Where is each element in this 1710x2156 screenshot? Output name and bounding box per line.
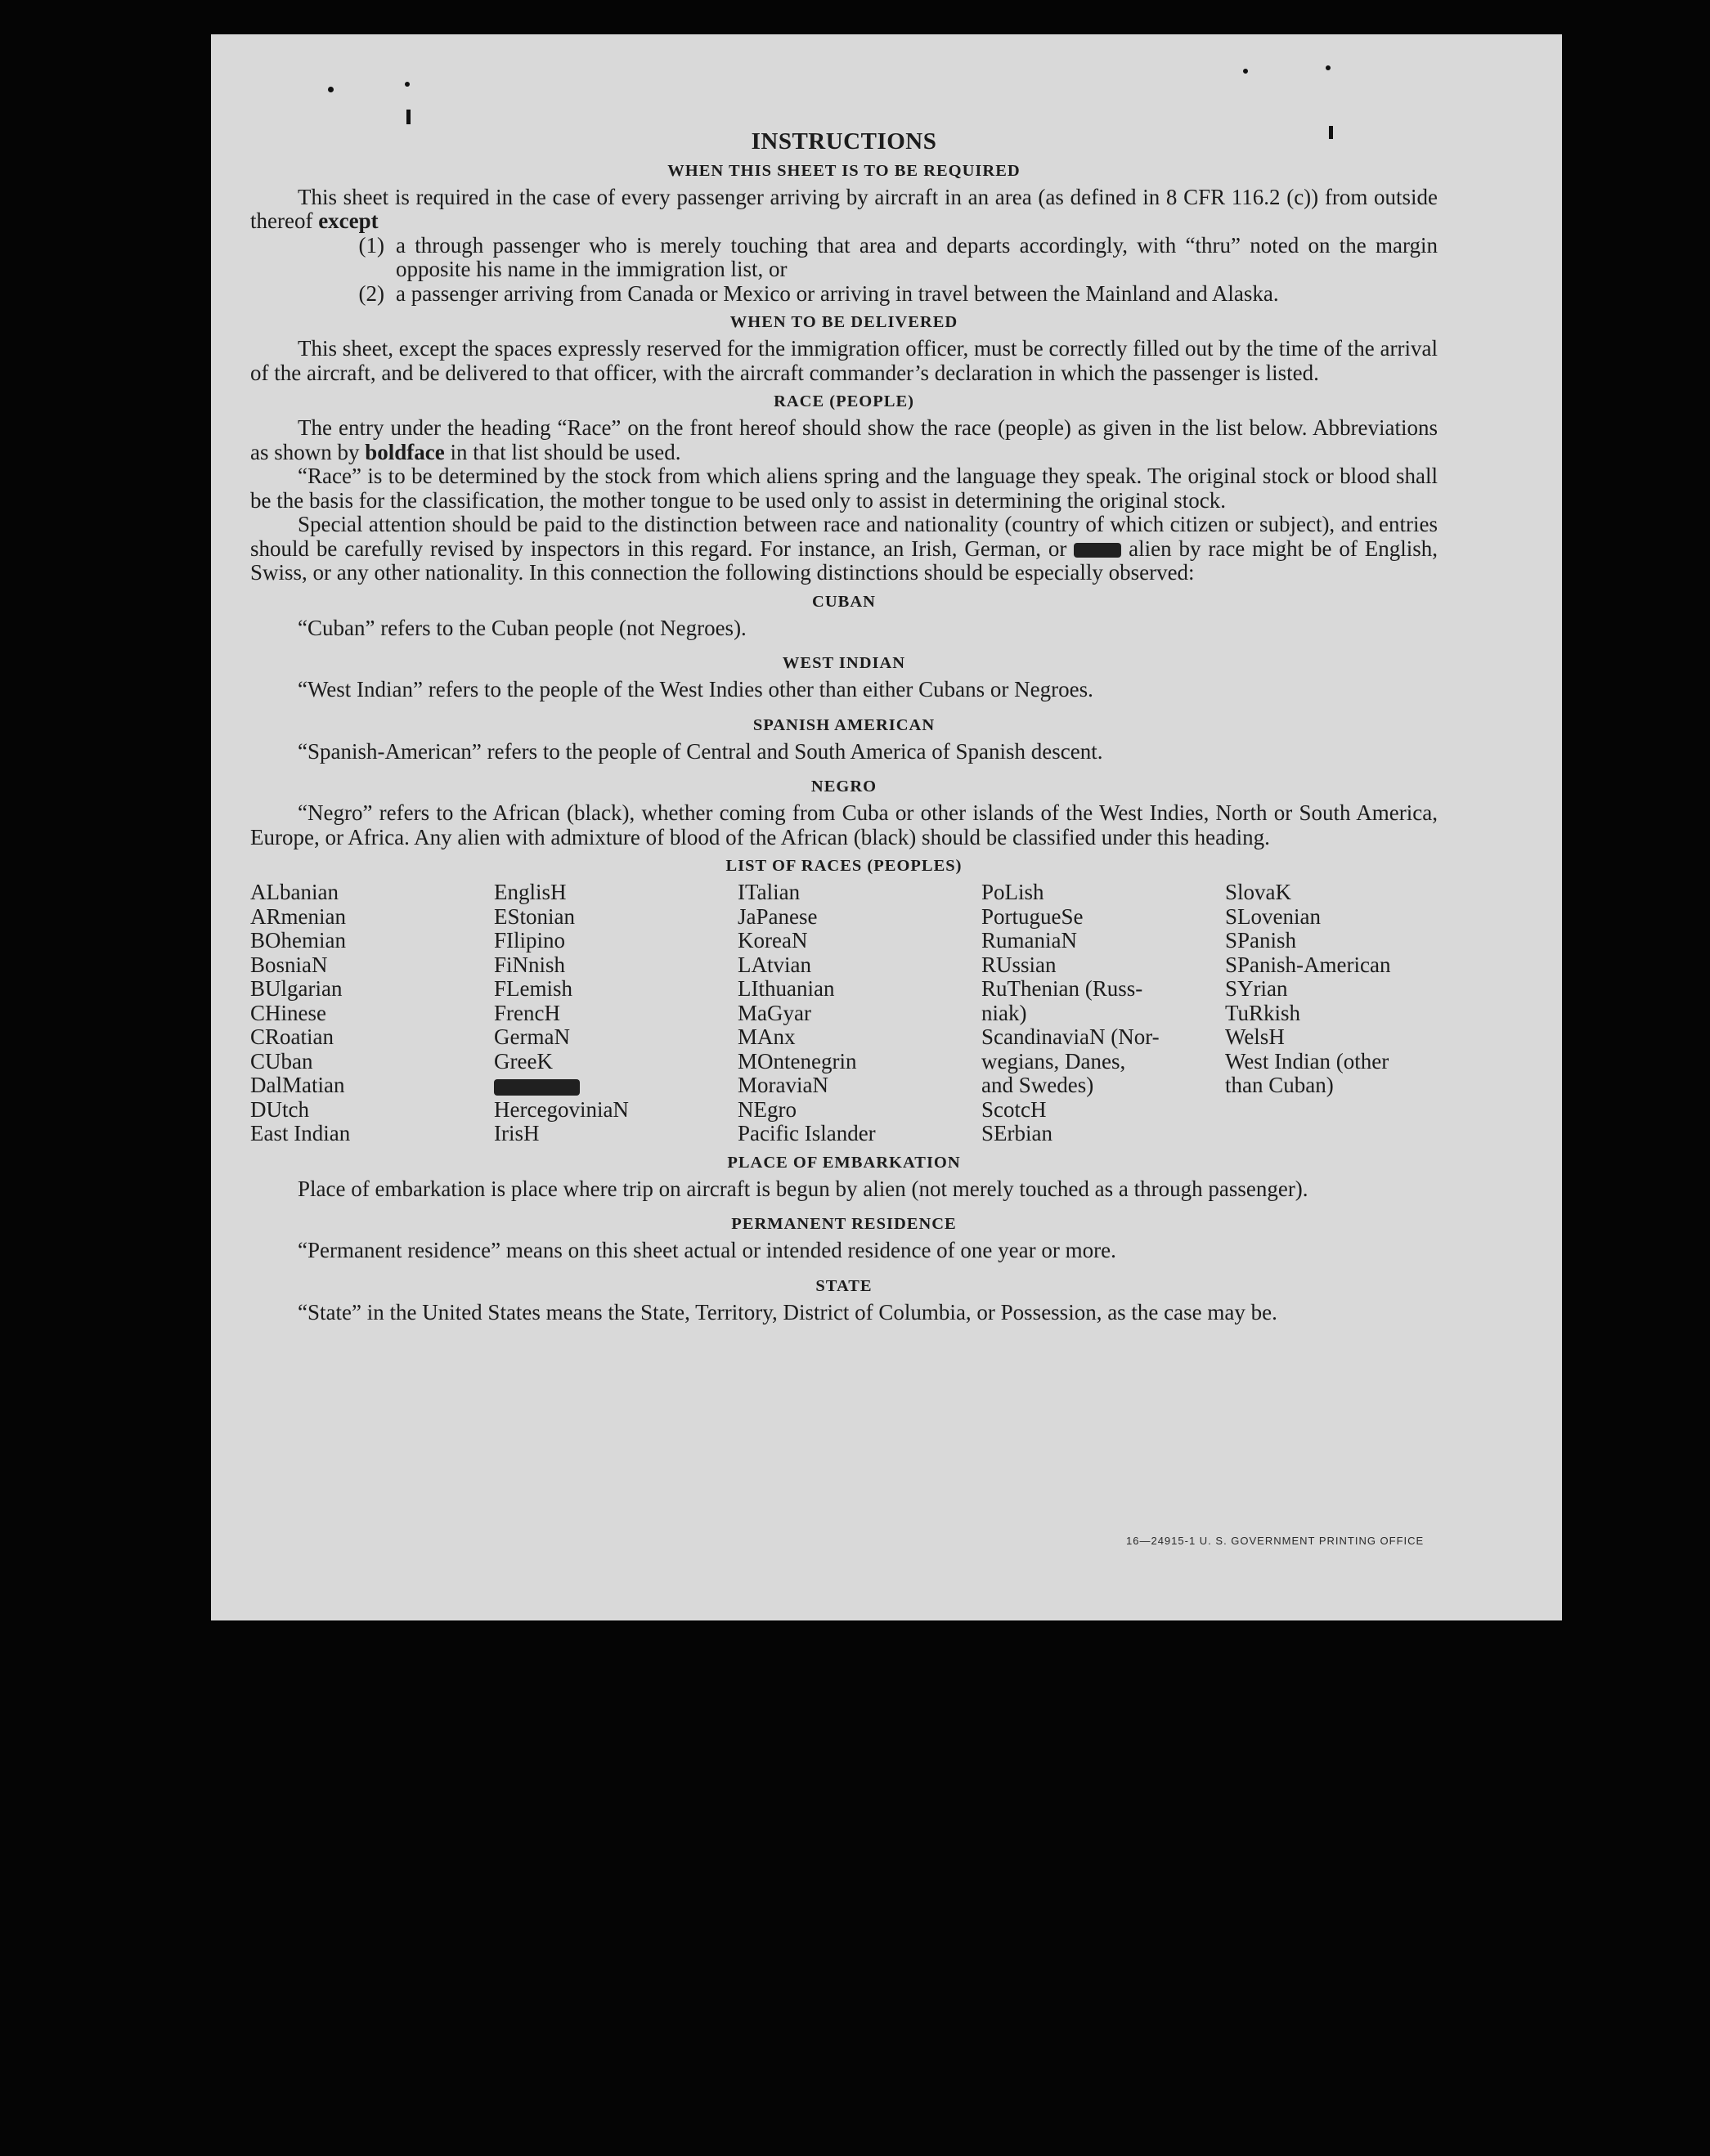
required-item-2 [250,282,1438,307]
race-entry: BosniaN [250,952,328,977]
race-entry: GreeK [494,1048,553,1074]
heading-when-required: WHEN THIS SHEET IS TO BE REQUIRED [667,161,1021,180]
race-entry: ScotcH [981,1096,1047,1122]
race-entry: DalMatian [250,1073,345,1097]
race-p1-bold: boldface [365,439,445,464]
west-indian-text: “West Indian” refers to the people of the West Indies other than either Cubans or Negroes. [298,677,1093,701]
race-entry: SlovaK [1225,880,1291,904]
race-entry: MoraviaN [738,1073,828,1097]
redaction-mark [1074,543,1121,558]
race-entry: MAnx [738,1024,796,1049]
race-entry: ITalian [738,880,801,904]
race-entry: West Indian (other than Cuban) [1225,1048,1389,1097]
race-entry: JaPanese [738,903,818,929]
race-entry: MOntenegrin [738,1048,857,1074]
race-entry: SLovenian [1225,903,1321,929]
required-item-1 [250,234,1438,282]
race-entry: TuRkish [1225,1000,1301,1025]
heading-permanent-residence: PERMANENT RESIDENCE [731,1215,957,1233]
race-entry: WelsH [1225,1024,1285,1049]
instructions-content [250,130,1438,1325]
speck [328,87,334,92]
race-entry: CUban [250,1048,313,1074]
race-entry: FIlipino [494,928,566,952]
negro-text: “Negro” refers to the African (black), whether coming from Cuba or other islands of the West Indies, North or South America, Europe, or Africa. Any alien with admixture of blood of the African (black) should be classified under this heading. [250,800,1438,849]
race-entry: SYrian [1225,976,1288,1001]
race-entry: ALbanian [250,880,339,904]
races-column-1 [250,881,494,1146]
races-column-5 [1225,881,1469,1146]
document-title: INSTRUCTIONS [751,128,937,155]
races-column-4 [981,881,1225,1146]
race-entry: RumaniaN [981,928,1077,952]
heading-spanish-american: SPANISH AMERICAN [752,715,936,734]
heading-west-indian: WEST INDIAN [782,654,906,672]
cuban-text: “Cuban” refers to the Cuban people (not Negroes). [298,615,747,640]
race-entry: Pacific Islander [738,1121,876,1145]
heading-negro: NEGRO [810,778,877,796]
race-entry: FiNnish [494,952,566,977]
race-paragraph-1 [250,416,1438,464]
races-column-2 [494,881,738,1146]
document-page [211,34,1562,1620]
heading-cuban: CUBAN [812,592,876,611]
race-entry: BOhemian [250,928,346,952]
race-entry: CRoatian [250,1024,334,1049]
race-entry: FLemish [494,976,573,1001]
races-list [250,881,1438,1146]
race-entry: ARmenian [250,903,346,929]
race-entry: PoLish [981,880,1044,904]
embarkation-text: Place of embarkation is place where trip on aircraft is begun by alien (not merely touched as a through passenger). [298,1176,1308,1201]
spanish-american-text: “Spanish-American” refers to the people of Central and South America of Spanish descent. [298,738,1103,764]
item-text: a passenger arriving from Canada or Mexico or arriving in travel between the Mainland and Alaska. [396,280,1279,306]
speck [1243,69,1248,74]
speck [405,82,410,87]
delivered-text: This sheet, except the spaces expressly reserved for the immigration officer, must be correctly filled out by the time of the arrival of the aircraft, and be delivered to that officer, with the aircraft commander’s declaration in which the passenger is listed. [250,336,1438,385]
race-entry: EStonian [494,903,575,929]
race-entry: PortugueSe [981,903,1084,929]
item-text: a through passenger who is merely touching that area and departs accordingly, with “thru” noted on the margin opposite his name in the immigration list, or [396,232,1438,281]
race-paragraph-3 [250,513,1438,585]
race-entry: KoreaN [738,928,808,952]
redaction-mark [494,1079,580,1096]
heading-race: RACE (PEOPLE) [774,392,914,410]
required-intro [250,186,1438,234]
race-entry: BUlgarian [250,976,343,1001]
heading-when-delivered: WHEN TO BE DELIVERED [729,313,958,331]
race-entry: HercegoviniaN [494,1096,629,1122]
heading-embarkation: PLACE OF EMBARKATION [727,1153,961,1172]
race-entry: EnglisH [494,880,567,904]
race-entry: IrisH [494,1121,540,1145]
race-p1-text: The entry under the heading “Race” on the front hereof should show the race (people) as given in the list below. Abbreviations as shown by [250,415,1438,464]
race-entry: FrencH [494,1000,560,1025]
race-entry: RUssian [981,952,1057,977]
race-entry: SPanish-American [1225,952,1391,977]
race-entry-redacted [494,1074,738,1098]
heading-state: STATE [815,1276,873,1295]
required-intro-text: This sheet is required in the case of every passenger arriving by aircraft in an area (as defined in 8 CFR 116.2 (c)) from outside thereof [250,184,1438,233]
residence-text: “Permanent residence” means on this sheet actual or intended residence of one year or more. [298,1238,1116,1262]
race-entry: RuThenian (Russ- niak) [981,976,1143,1025]
race-entry: MaGyar [738,1000,811,1025]
race-entry: East Indian [250,1121,351,1145]
race-p3-text-b: alien by race might be of English, Swiss, or any other nationality. In this connection the following distinctions should be especially observed: [250,536,1438,585]
race-entry: SErbian [981,1121,1052,1145]
race-entry: SPanish [1225,928,1297,952]
race-entry: DUtch [250,1096,309,1122]
race-entry: LAtvian [738,952,811,977]
race-p1-end: in that list should be used. [444,439,681,464]
speck [406,110,411,124]
race-entry: CHinese [250,1000,326,1025]
item-number: (1) [358,232,384,258]
race-entry: LIthuanian [738,976,835,1001]
item-number: (2) [358,280,384,306]
race-entry: ScandinaviaN (Nor- wegians, Danes, and Swedes) [981,1024,1160,1097]
races-column-3 [738,881,981,1146]
printing-office-code: 16—24915-1 U. S. GOVERNMENT PRINTING OFFICE [1126,1535,1425,1547]
race-p3-text-a: Special attention should be paid to the distinction between race and nationality (country of which citizen or subject), and entries should be carefully revised by inspectors in this regard. For instance, an Irish, German, or [250,512,1438,561]
heading-list-of-races: LIST OF RACES (PEOPLES) [725,857,963,875]
race-entry: NEgro [738,1096,797,1122]
state-text: “State” in the United States means the State, Territory, District of Columbia, or Possession, as the case may be. [298,1299,1277,1325]
speck [1326,65,1331,70]
required-intro-bold: except [318,208,379,233]
race-entry: GermaN [494,1024,570,1049]
race-paragraph-2: “Race” is to be determined by the stock from which aliens spring and the language they speak. The original stock or blood shall be the basis for the classification, the mother tongue to be used only to assist in determining the original stock. [250,464,1438,513]
